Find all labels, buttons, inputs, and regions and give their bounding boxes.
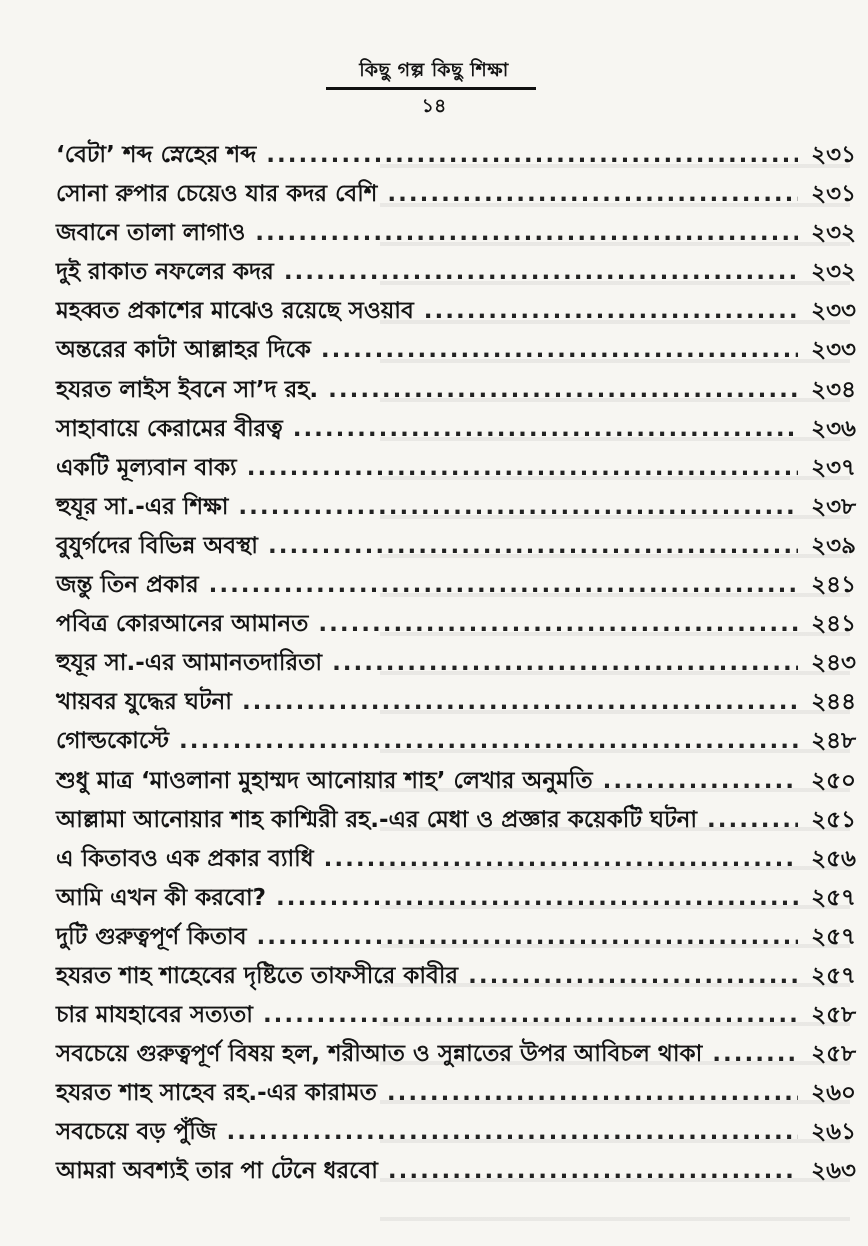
running-header: কিছু গল্প কিছু শিক্ষা	[359, 59, 509, 81]
toc-entry	[56, 175, 856, 214]
dot-leader	[266, 142, 798, 168]
toc-entry-title: সবচেয়ে গুরুত্বপূর্ণ বিষয় হল, শরীআত ও সুন্নাতের উপর আবিচল থাকা	[56, 1041, 703, 1068]
toc-entry-page: ২৩১	[811, 142, 856, 168]
toc-entry-title: সাহাবায়ে কেরামের বীরত্ব	[56, 415, 283, 442]
toc-entry	[56, 371, 856, 410]
toc-entry-page: ২৪৪	[811, 689, 856, 716]
toc-entry-page: ২৩৩	[811, 337, 856, 364]
toc-entry-page: ২৩৬	[811, 415, 856, 442]
toc-entry-page: ২৫৮	[811, 1041, 856, 1068]
toc-entry-title: হযরত শাহ শাহেবের দৃষ্টিতে তাফসীরে কাবীর	[56, 962, 459, 989]
toc-entry-title: খায়বর যুদ্ধের ঘটনা	[56, 689, 232, 716]
toc-entry-page: ২৩৩	[811, 298, 856, 325]
toc-entry-page: ২৩২	[811, 259, 856, 286]
toc-entry-page: ২৫৭	[811, 923, 856, 950]
toc-entry-title: হুযূর সা.-এর আমানতদারিতা	[56, 650, 323, 677]
dot-leader	[257, 924, 798, 950]
toc-entry-page: ২৩৯	[811, 532, 856, 559]
dot-leader	[328, 377, 798, 403]
dot-leader	[603, 768, 798, 794]
toc-entry	[56, 449, 856, 488]
toc-entry-title: গোল্ডকোস্টে	[56, 728, 169, 755]
toc-entry-title: শুধু মাত্র ‘মাওলানা মুহাম্মদ আনোয়ার শাহ’ লেখার অনুমতি	[56, 767, 593, 794]
dot-leader	[332, 650, 798, 676]
toc-entry-page: ২৪৩	[811, 650, 856, 677]
dot-leader	[712, 1041, 798, 1067]
dot-leader	[468, 963, 798, 989]
dot-leader	[387, 181, 798, 207]
toc-entry	[56, 801, 856, 840]
toc-entry-title: দুটি গুরুত্বপূর্ণ কিতাব	[56, 923, 247, 950]
toc-entry-title: ‘বেটা’ শব্দ স্নেহের শব্দ	[56, 142, 257, 168]
dot-leader	[255, 220, 798, 246]
toc-entry	[56, 566, 856, 605]
dot-leader	[179, 728, 798, 754]
toc-entry	[56, 996, 856, 1035]
dot-leader	[293, 416, 798, 442]
toc-entry-title: একটি মূল্যবান বাক্য	[56, 454, 237, 481]
toc-entry-title: সবচেয়ে বড় পুঁজি	[56, 1119, 217, 1146]
toc-entry-page: ২৫১	[811, 806, 856, 833]
toc-entry-page: ২৫৮	[811, 1002, 856, 1029]
dot-leader	[226, 1119, 798, 1145]
toc-entry	[56, 644, 856, 683]
toc-entry-title: সোনা রুপার চেয়েও যার কদর বেশি	[56, 181, 378, 208]
toc-entry	[56, 1152, 856, 1191]
toc-entry-page: ২৫৭	[811, 884, 856, 911]
toc-entry	[56, 136, 856, 175]
dot-leader	[263, 1002, 798, 1028]
toc-entry-title: পবিত্র কোরআনের আমানত	[56, 611, 309, 638]
toc-entry-title: মহব্বত প্রকাশের মাঝেও রয়েছে সওয়াব	[56, 298, 414, 325]
toc-entry-page: ২৩১	[811, 181, 856, 208]
dot-leader	[324, 846, 798, 872]
toc-entry-title: হযরত শাহ সাহেব রহ.-এর কারামত	[56, 1080, 377, 1107]
toc-entry	[56, 253, 856, 292]
toc-entry-title: অন্তরের কাটা আল্লাহর দিকে	[56, 337, 311, 364]
dot-leader	[276, 885, 798, 911]
toc-entry-page: ২৫৭	[811, 962, 856, 989]
toc-entry	[56, 1113, 856, 1152]
dot-leader	[707, 807, 798, 833]
dot-leader	[238, 494, 798, 520]
toc-entry-page: ২৩৮	[811, 493, 856, 520]
dot-leader	[247, 455, 798, 481]
toc-entry-title: বুযুর্গদের বিভিন্ন অবস্থা	[56, 532, 258, 559]
dot-leader	[268, 533, 798, 559]
toc-entry-page: ২৩৭	[811, 454, 856, 481]
toc-entry-title: জবানে তালা লাগাও	[56, 220, 246, 247]
toc-entry-page: ২৪৮	[811, 728, 856, 755]
toc-entry	[56, 683, 856, 722]
toc-entry	[56, 879, 856, 918]
toc-entry-page: ২৪১	[811, 611, 856, 638]
toc-entry-page: ২৫৬	[811, 845, 856, 872]
toc-entry-title: আমরা অবশ্যই তার পা টেনে ধরবো	[56, 1158, 378, 1185]
toc-entry-page: ২৪১	[811, 572, 856, 599]
dot-leader	[242, 689, 798, 715]
toc-entry-title: আল্লামা আনোয়ার শাহ কাশ্মিরী রহ.-এর মেধা ও প্রজ্ঞার কয়েকটি ঘটনা	[56, 806, 698, 833]
dot-leader	[321, 337, 798, 363]
toc-entry	[56, 762, 856, 801]
page-number: ১৪	[421, 95, 447, 117]
dot-leader	[424, 298, 798, 324]
toc-entry-title: চার মাযহাবের সত্যতা	[56, 1002, 253, 1029]
toc-entry-page: ২৩৪	[811, 376, 856, 403]
toc-entry-title: দুই রাকাত নফলের কদর	[56, 259, 274, 286]
dot-leader	[284, 259, 798, 285]
toc-entry	[56, 918, 856, 957]
dot-leader	[318, 611, 798, 637]
toc-entry	[56, 410, 856, 449]
dot-leader	[388, 1158, 798, 1184]
toc-entry-page: ২৬১	[811, 1119, 856, 1146]
table-of-contents	[56, 136, 856, 1192]
toc-entry	[56, 722, 856, 761]
toc-entry-page: ২৩২	[811, 220, 856, 247]
toc-entry	[56, 488, 856, 527]
toc-entry-page: ২৬৩	[811, 1158, 856, 1185]
toc-entry	[56, 957, 856, 996]
toc-entry-page: ২৫০	[811, 767, 856, 794]
toc-entry	[56, 1035, 856, 1074]
toc-entry	[56, 605, 856, 644]
toc-entry-title: আমি এখন কী করবো?	[56, 884, 266, 911]
toc-entry-page: ২৬০	[811, 1080, 856, 1107]
header-rule	[326, 87, 536, 90]
toc-entry-title: হযরত লাইস ইবনে সা’দ রহ.	[56, 376, 319, 403]
dot-leader	[387, 1080, 798, 1106]
toc-entry-title: জন্তু তিন প্রকার	[56, 572, 199, 599]
toc-entry-title: এ কিতাবও এক প্রকার ব্যাধি	[56, 845, 314, 872]
toc-entry	[56, 331, 856, 370]
toc-entry	[56, 527, 856, 566]
toc-entry	[56, 292, 856, 331]
toc-entry-title: হুযূর সা.-এর শিক্ষা	[56, 493, 229, 520]
toc-entry	[56, 840, 856, 879]
dot-leader	[209, 572, 798, 598]
toc-entry	[56, 1074, 856, 1113]
toc-entry	[56, 214, 856, 253]
